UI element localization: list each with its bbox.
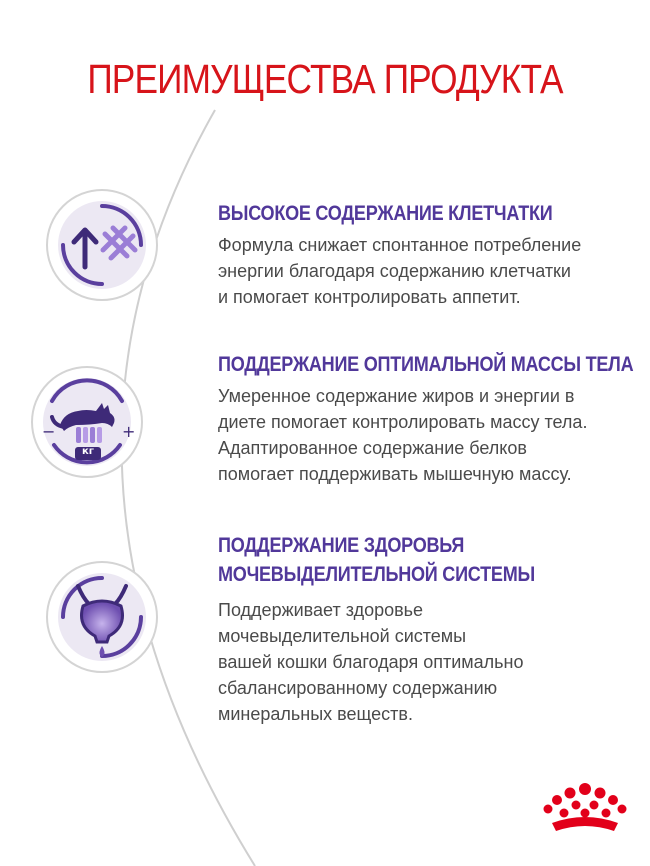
cat-weight-icon bbox=[30, 365, 144, 479]
feature-description: Поддерживает здоровье мочевыделительной системы вашей кошки благодаря оптимально сбалансированному содержанию минеральных веществ. bbox=[218, 600, 524, 724]
feature-high-fiber bbox=[218, 199, 638, 310]
feature-heading: ПОДДЕРЖАНИЕ ЗДОРОВЬЯ МОЧЕВЫДЕЛИТЕЛЬНОЙ СИСТЕМЫ bbox=[218, 534, 535, 586]
svg-text:+: + bbox=[122, 422, 136, 441]
feature-weight-control bbox=[218, 350, 638, 487]
weight-unit-label: кг bbox=[81, 446, 94, 457]
fiber-icon bbox=[45, 188, 159, 302]
feature-urinary-health bbox=[218, 531, 638, 727]
royal-canin-crown-icon bbox=[542, 783, 628, 835]
page-title: ПРЕИМУЩЕСТВА ПРОДУКТА bbox=[87, 56, 563, 102]
feature-description: Умеренное содержание жиров и энергии в диете помогает контролировать массу тела. Адаптированное содержание белков помогает поддерживать мышечную массу. bbox=[218, 386, 588, 484]
svg-text:−: − bbox=[42, 422, 56, 441]
feature-description: Формула снижает спонтанное потребление энергии благодаря содержанию клетчатки и помогает контролировать аппетит. bbox=[218, 235, 582, 307]
feature-heading: ВЫСОКОЕ СОДЕРЖАНИЕ КЛЕТЧАТКИ bbox=[218, 202, 553, 225]
bladder-icon bbox=[45, 560, 159, 674]
feature-heading: ПОДДЕРЖАНИЕ ОПТИМАЛЬНОЙ МАССЫ ТЕЛА bbox=[218, 353, 634, 376]
